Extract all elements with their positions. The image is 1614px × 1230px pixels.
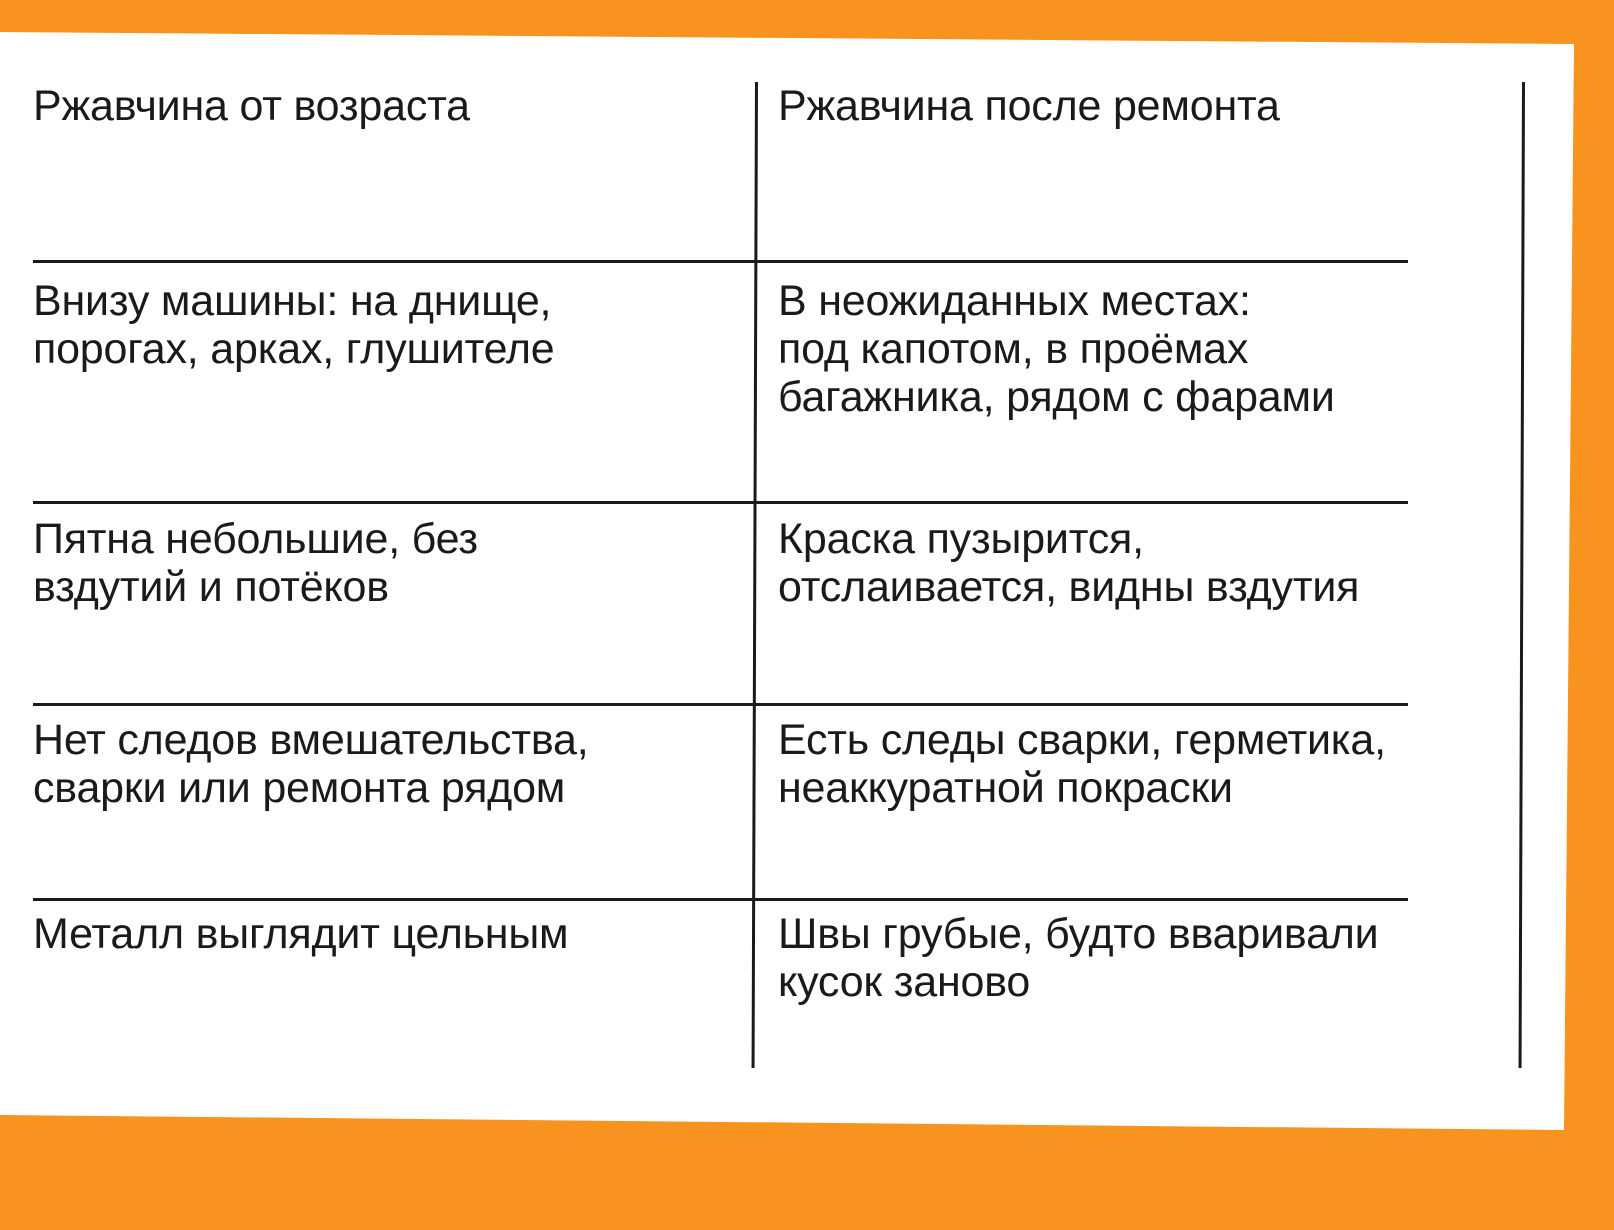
row-divider-2 bbox=[33, 501, 1408, 504]
header-left: Ржавчина от возраста bbox=[33, 82, 470, 130]
row-divider-1 bbox=[33, 260, 1408, 263]
row-3-left: Нет следов вмешательства, сварки или ремонта рядом bbox=[33, 716, 589, 812]
row-1-left: Внизу машины: на днище, порогах, арках, глушителе bbox=[33, 277, 555, 373]
row-4-left: Металл выглядит цельным bbox=[33, 910, 569, 958]
header-right: Ржавчина после ремонта bbox=[778, 82, 1280, 130]
row-4-right: Швы грубые, будто вваривали кусок заново bbox=[778, 910, 1379, 1006]
row-3-right: Есть следы сварки, герметика, неаккуратной покраски bbox=[778, 716, 1386, 812]
row-2-left: Пятна небольшие, без вздутий и потёков bbox=[33, 515, 478, 611]
row-1-right: В неожиданных местах: под капотом, в проёмах багажника, рядом с фарами bbox=[778, 277, 1335, 421]
row-2-right: Краска пузырится, отслаивается, видны вздутия bbox=[778, 515, 1360, 611]
row-divider-4 bbox=[33, 898, 1408, 901]
row-divider-3 bbox=[33, 703, 1408, 706]
